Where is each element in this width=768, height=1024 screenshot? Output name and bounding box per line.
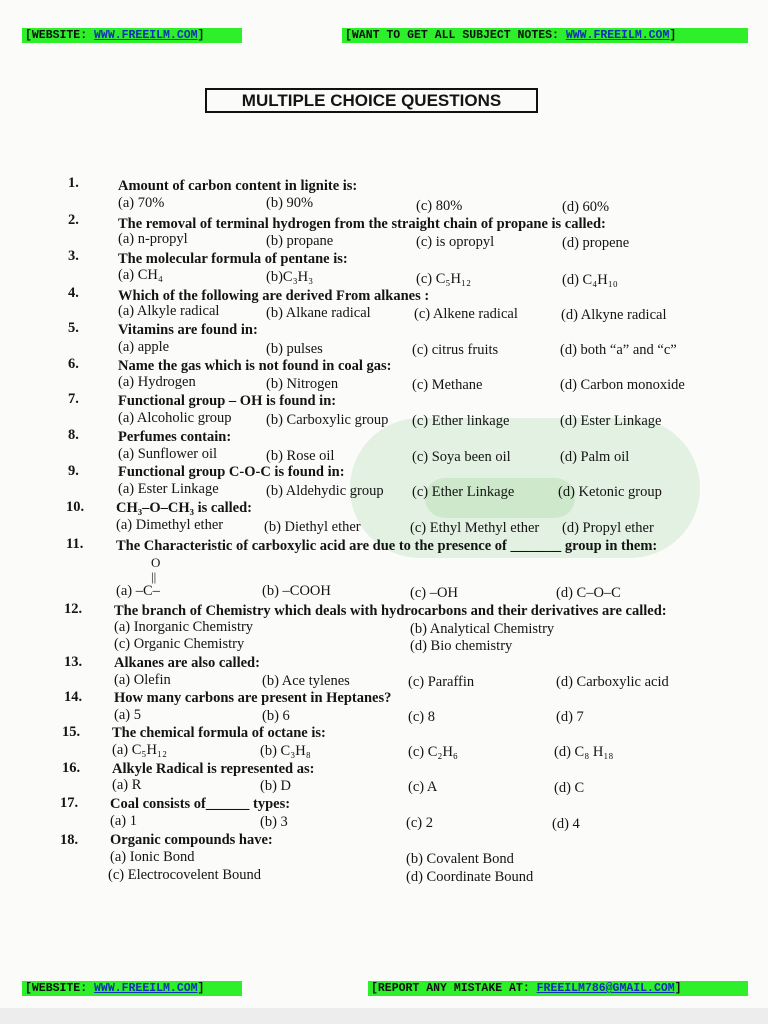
option-a: (a) apple: [118, 339, 170, 355]
header-notes-suffix: ]: [669, 29, 677, 42]
option-d: (d) 7: [556, 709, 584, 725]
option-b: (b) C₃H₈: [260, 743, 311, 759]
option-b: (b) Aldehydic group: [266, 483, 384, 499]
option-d: (d) 4: [552, 816, 580, 832]
option-c: (c) A: [408, 779, 438, 795]
option-c: (c) 80%: [416, 198, 463, 214]
footer-report-email-link[interactable]: FREEILM786@GMAIL.COM: [536, 982, 675, 995]
option-b: (b) Covalent Bond: [406, 851, 514, 867]
option-a: (a) 1: [110, 813, 137, 829]
structure-double-bond: ||: [151, 569, 157, 584]
option-c: (c) Paraffin: [408, 674, 475, 690]
question-number: 15.: [62, 724, 81, 740]
option-a: (a) Ionic Bond: [110, 849, 195, 865]
option-c: (c) C₅H₁₂: [416, 271, 472, 287]
option-a: (a) Alkyle radical: [118, 303, 220, 319]
header-notes-banner: [342, 28, 748, 43]
option-b: (b) –COOH: [262, 583, 331, 599]
header-notes-prefix: [WANT TO GET ALL SUBJECT NOTES:: [345, 29, 566, 42]
option-c: (c) Ether linkage: [412, 413, 510, 429]
option-c: (c) Electrocovelent Bound: [108, 867, 261, 883]
option-d: (d) both “a” and “c”: [560, 342, 677, 358]
option-c: (c) C₂H₆: [408, 744, 458, 760]
option-c: (c) Soya been oil: [412, 449, 511, 465]
footer-report-prefix: [REPORT ANY MISTAKE AT:: [371, 982, 537, 995]
option-d: (d) Carbon monoxide: [560, 377, 685, 393]
question-text: Functional group C-O-C is found in:: [118, 464, 345, 480]
option-c: (c) Methane: [412, 377, 483, 393]
option-a: (a) n-propyl: [118, 231, 188, 247]
question-number: 16.: [62, 760, 81, 776]
question-number: 7.: [68, 391, 79, 407]
option-c: (c) citrus fruits: [412, 342, 499, 358]
page-title: MULTIPLE CHOICE QUESTIONS: [205, 88, 538, 113]
header-notes-link[interactable]: WWW.FREEILM.COM: [565, 29, 670, 42]
option-c: (c) 2: [406, 815, 433, 831]
question-text: Which of the following are derived From alkanes :: [118, 288, 430, 304]
question-number: 17.: [60, 795, 79, 811]
option-b: (b) pulses: [266, 341, 323, 357]
question-number: 10.: [66, 499, 85, 515]
question-text: CH₃–O–CH₃ is called:: [116, 500, 252, 516]
option-b: (b) D: [260, 778, 292, 794]
footer-website-link[interactable]: WWW.FREEILM.COM: [94, 982, 198, 995]
question-text: Alkyle Radical is represented as:: [112, 761, 315, 777]
option-a: (a) Ester Linkage: [118, 481, 219, 497]
question-number: 2.: [68, 212, 79, 228]
option-a: (a) 5: [114, 707, 141, 723]
question-text: The chemical formula of octane is:: [112, 725, 326, 741]
option-a: (a) Hydrogen: [118, 374, 196, 390]
question-text: The Characteristic of carboxylic acid are due to the presence of _______ group in them:: [116, 538, 658, 554]
question-number: 18.: [60, 832, 79, 848]
option-d: (d) C–O–C: [556, 585, 621, 601]
option-d: (d) Ketonic group: [558, 484, 662, 500]
header-website-link[interactable]: WWW.FREEILM.COM: [94, 29, 198, 42]
option-b: (b) Analytical Chemistry: [410, 621, 555, 637]
question-text: Coal consists of______ types:: [110, 796, 291, 812]
option-b: (b) 90%: [266, 195, 314, 211]
structure-oxygen: O: [151, 555, 161, 570]
option-d: (d) Ester Linkage: [560, 413, 662, 429]
option-b: (b) Ace tylenes: [262, 673, 350, 689]
option-a: (a) 70%: [118, 195, 165, 211]
question-text: The removal of terminal hydrogen from the straight chain of propane is called:: [118, 216, 606, 232]
option-d: (d) Coordinate Bound: [406, 869, 534, 885]
option-a: (a) Dimethyl ether: [116, 517, 224, 533]
option-b: (b) 3: [260, 814, 288, 830]
option-d: (d) Bio chemistry: [410, 638, 513, 654]
option-c: (c) Ether Linkage: [412, 484, 515, 500]
option-b: (b)C₃H₃: [266, 269, 314, 285]
question-text: How many carbons are present in Heptanes?: [114, 690, 392, 706]
option-a: (a) Inorganic Chemistry: [114, 619, 254, 635]
question-text: The branch of Chemistry which deals with hydrocarbons and their derivatives are called:: [114, 603, 667, 619]
question-number: 3.: [68, 248, 79, 264]
question-number: 1.: [68, 175, 79, 191]
option-b: (b) 6: [262, 708, 290, 724]
question-number: 11.: [66, 536, 84, 552]
footer-website-banner: [22, 981, 242, 996]
option-a: (a) Alcoholic group: [118, 410, 232, 426]
question-text: Amount of carbon content in lignite is:: [118, 178, 358, 194]
option-d: (d) C₄H₁₀: [562, 272, 618, 288]
option-d: (d) 60%: [562, 199, 610, 215]
option-d: (d) Propyl ether: [562, 520, 654, 536]
question-text: Alkanes are also called:: [114, 655, 260, 671]
option-b: (b) Rose oil: [266, 448, 335, 464]
option-a: (a) Olefin: [114, 672, 171, 688]
question-text: Organic compounds have:: [110, 832, 273, 848]
option-d: (d) C₈ H₁₈: [554, 744, 614, 760]
option-d: (d) propene: [562, 235, 630, 251]
question-number: 4.: [68, 285, 79, 301]
question-text: Functional group – OH is found in:: [118, 393, 337, 409]
question-number: 12.: [64, 601, 83, 617]
question-number: 8.: [68, 427, 79, 443]
option-c: (c) Organic Chemistry: [114, 636, 245, 652]
option-b: (b) Diethyl ether: [264, 519, 361, 535]
footer-report-suffix: ]: [674, 982, 682, 995]
option-b: (b) Nitrogen: [266, 376, 339, 392]
question-text: Name the gas which is not found in coal gas:: [118, 358, 392, 374]
option-b: (b) Carboxylic group: [266, 412, 389, 428]
option-d: (d) Alkyne radical: [561, 307, 667, 323]
question-number: 13.: [64, 654, 83, 670]
option-d: (d) Palm oil: [560, 449, 630, 465]
option-a: (a) R: [112, 777, 142, 793]
option-d: (d) Carboxylic acid: [556, 674, 669, 690]
question-number: 5.: [68, 320, 79, 336]
header-website-banner: [22, 28, 242, 43]
option-a: (a) Sunflower oil: [118, 446, 218, 462]
header-website-prefix: [WEBSITE:: [25, 29, 95, 42]
option-c: (c) 8: [408, 709, 435, 725]
option-b: (b) Alkane radical: [266, 305, 371, 321]
footer-report-banner: [368, 981, 748, 996]
option-a: (a) CH₄: [118, 267, 163, 283]
option-d: (d) C: [554, 780, 585, 796]
question-number: 9.: [68, 463, 79, 479]
option-b: (b) propane: [266, 233, 334, 249]
option-c: (c) Alkene radical: [414, 306, 518, 322]
option-a: (a) –C–: [116, 583, 160, 599]
option-c: (c) Ethyl Methyl ether: [410, 520, 540, 536]
option-c: (c) –OH: [410, 585, 458, 601]
question-text: Vitamins are found in:: [118, 322, 258, 338]
option-a: (a) C₅H₁₂: [112, 742, 168, 758]
header-website-suffix: ]: [197, 29, 205, 42]
footer-website-prefix: [WEBSITE:: [25, 982, 95, 995]
question-text: The molecular formula of pentane is:: [118, 251, 348, 267]
option-c: (c) is opropyl: [416, 234, 495, 250]
question-text: Perfumes contain:: [118, 429, 232, 445]
question-number: 6.: [68, 356, 79, 372]
footer-website-suffix: ]: [197, 982, 205, 995]
question-number: 14.: [64, 689, 83, 705]
